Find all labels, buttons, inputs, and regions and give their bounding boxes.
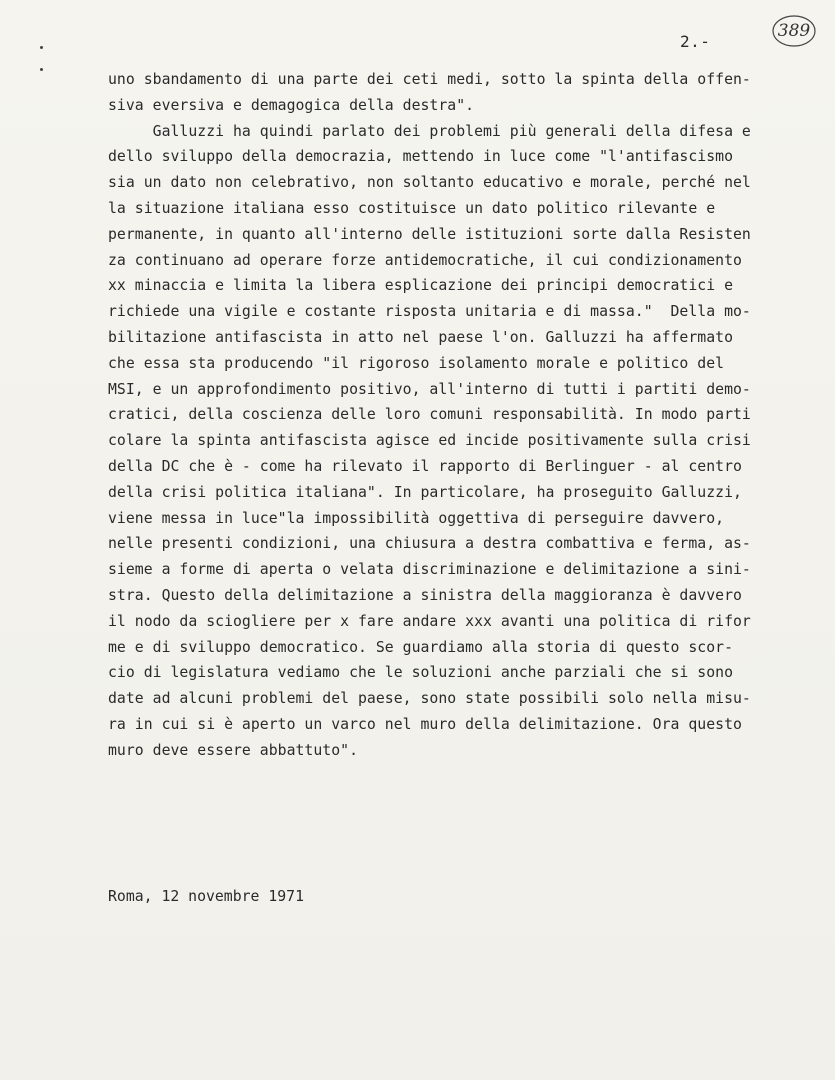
text-line: sieme a forme di aperta o velata discriminazione e delimitazione a sini- [108, 561, 751, 579]
archive-stamp-number: 389 [777, 21, 811, 41]
place-date-signoff: Roma, 12 novembre 1971 [108, 888, 304, 905]
text-line: za continuano ad operare forze antidemocratiche, il cui condizionamento [108, 251, 742, 269]
text-line: siva eversiva e demagogica della destra". [108, 96, 475, 114]
text-line: il nodo da sciogliere per x fare andare xxx avanti una politica di rifor [108, 612, 751, 630]
text-line: bilitazione antifascista in atto nel paese l'on. Galluzzi ha affermato [108, 328, 733, 346]
archive-stamp [771, 14, 817, 48]
text-line: MSI, e un approfondimento positivo, all'interno di tutti i partiti demo- [108, 380, 751, 398]
text-line: cio di legislatura vediamo che le soluzioni anche parziali che si sono [108, 664, 733, 682]
text-line: uno sbandamento di una parte dei ceti medi, sotto la spinta della offen- [108, 71, 751, 88]
text-line: la situazione italiana esso costituisce un dato politico rilevante e [108, 199, 716, 217]
margin-mark [40, 46, 43, 49]
text-line: stra. Questo della delimitazione a sinistra della maggioranza è davvero [108, 586, 742, 604]
text-line: permanente, in quanto all'interno delle istituzioni sorte dalla Resisten [108, 225, 751, 243]
text-line: sia un dato non celebrativo, non soltanto educativo e morale, perché nel [108, 174, 751, 192]
text-line: xx minaccia e limita la libera esplicazione dei principi democratici e [108, 277, 733, 295]
page-number: 2.- [680, 32, 711, 51]
text-line: cratici, della coscienza delle loro comuni responsabilità. In modo parti [108, 406, 751, 424]
text-line: muro deve essere abbattuto". [108, 741, 358, 759]
text-line: Galluzzi ha quindi parlato dei problemi più generali della difesa e [108, 122, 751, 140]
text-line: me e di sviluppo democratico. Se guardiamo alla storia di questo scor- [108, 638, 733, 656]
typed-body-text [108, 67, 820, 764]
text-line: dello sviluppo della democrazia, mettendo in luce come "l'antifascismo [108, 148, 733, 166]
text-line: richiede una vigile e costante risposta unitaria e di massa." Della mo- [108, 303, 751, 321]
text-line: della DC che è - come ha rilevato il rapporto di Berlinguer - al centro [108, 457, 742, 475]
text-line: che essa sta producendo "il rigoroso isolamento morale e politico del [108, 354, 725, 372]
text-line: date ad alcuni problemi del paese, sono state possibili solo nella misu- [108, 690, 751, 708]
text-line: viene messa in luce"la impossibilità oggettiva di perseguire davvero, [108, 509, 725, 527]
margin-mark [40, 68, 43, 71]
text-line: nelle presenti condizioni, una chiusura a destra combattiva e ferma, as- [108, 535, 751, 553]
text-line: della crisi politica italiana". In particolare, ha proseguito Galluzzi, [108, 483, 742, 501]
text-line: ra in cui si è aperto un varco nel muro della delimitazione. Ora questo [108, 715, 742, 733]
text-line: colare la spinta antifascista agisce ed incide positivamente sulla crisi [108, 432, 751, 450]
